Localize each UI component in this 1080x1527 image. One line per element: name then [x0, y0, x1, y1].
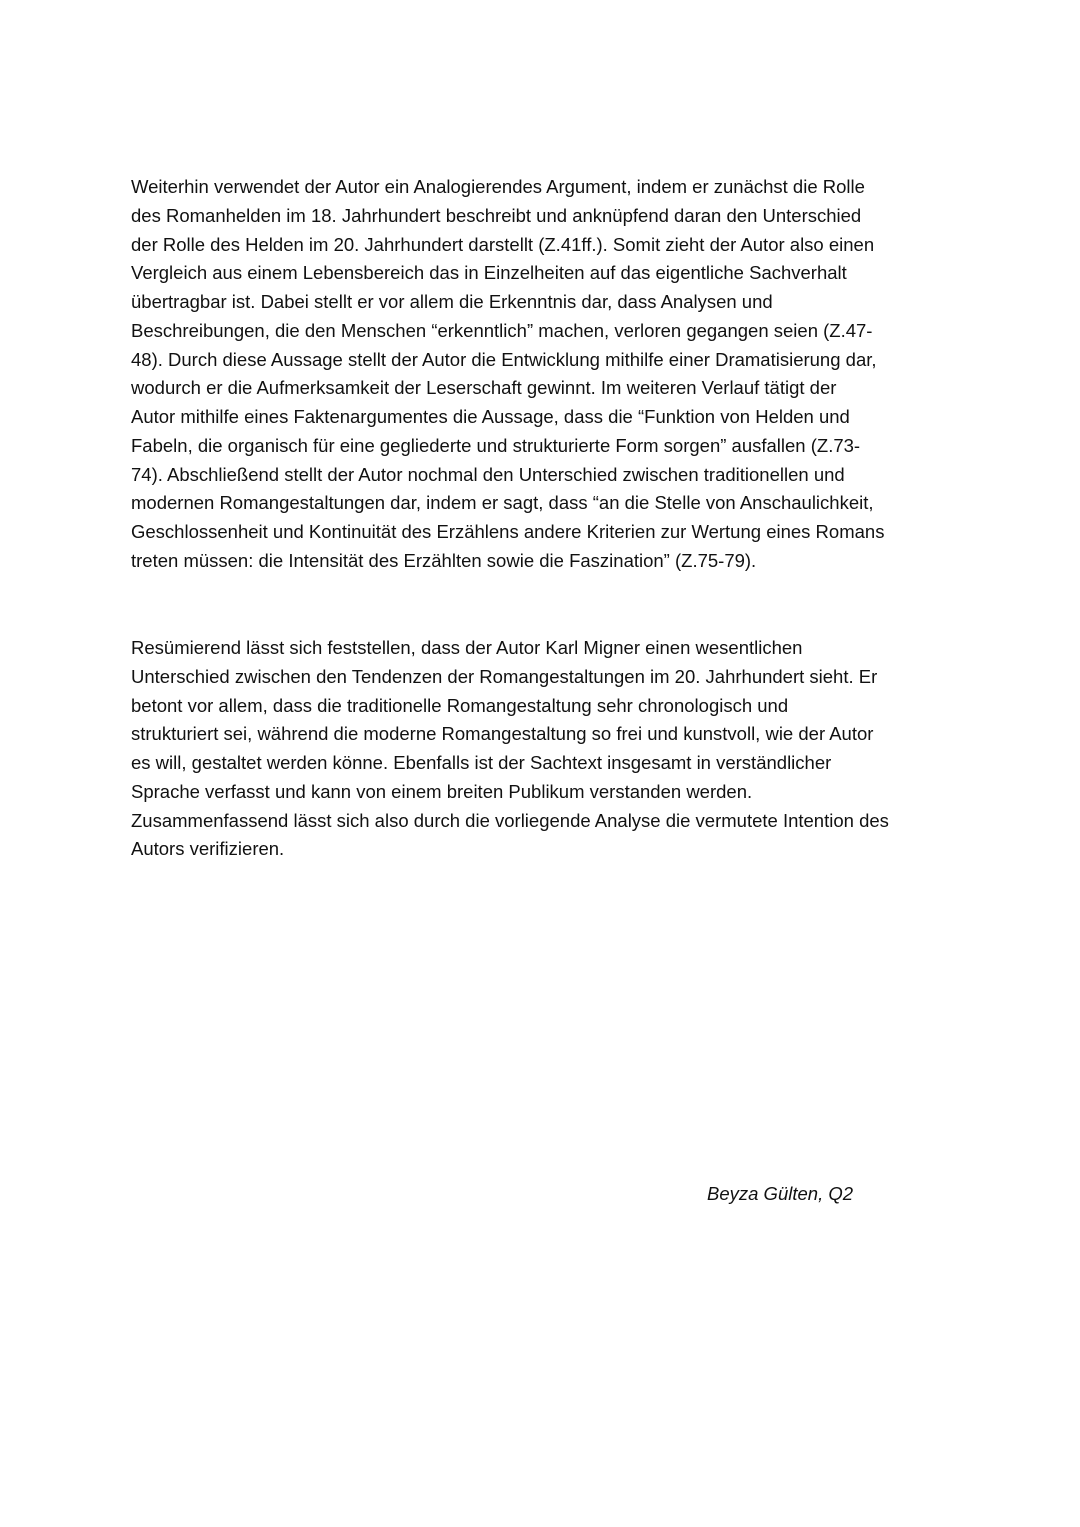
text-line: strukturiert sei, während die moderne Romangestaltung so frei und kunstvoll, wie der Autor	[131, 723, 874, 745]
analysis-paragraph	[131, 173, 951, 576]
text-line: Weiterhin verwendet der Autor ein Analogierendes Argument, indem er zunächst die Rolle	[131, 176, 865, 197]
text-line: treten müssen: die Intensität des Erzählten sowie die Faszination” (Z.75-79).	[131, 549, 757, 571]
text-line: modernen Romangestaltungen dar, indem er sagt, dass “an die Stelle von Anschaulichkeit,	[131, 492, 874, 514]
text-line: übertragbar ist. Dabei stellt er vor allem die Erkenntnis dar, dass Analysen und	[131, 291, 773, 312]
text-line: Autor mithilfe eines Faktenargumentes die Aussage, dass die “Funktion von Helden und	[131, 406, 850, 427]
text-line: Unterschied zwischen den Tendenzen der Romangestaltungen im 20. Jahrhundert sieht. Er	[131, 665, 878, 687]
text-line: Zusammenfassend lässt sich also durch die vorliegende Analyse die vermutete Intention des	[131, 809, 889, 831]
author-signature: Beyza Gülten, Q2	[707, 1183, 854, 1204]
conclusion-paragraph	[131, 634, 951, 864]
text-line: Resümierend lässt sich feststellen, dass der Autor Karl Migner einen wesentlichen	[131, 637, 803, 658]
text-line: Geschlossenheit und Kontinuität des Erzählens andere Kriterien zur Wertung eines Romans	[131, 521, 885, 542]
text-line: 74). Abschließend stellt der Autor nochmal den Unterschied zwischen traditionellen und	[131, 463, 845, 485]
text-line: wodurch er die Aufmerksamkeit der Leserschaft gewinnt. Im weiteren Verlauf tätigt der	[131, 377, 837, 399]
text-line: 48). Durch diese Aussage stellt der Autor die Entwicklung mithilfe einer Dramatisierung dar,	[131, 348, 877, 370]
text-line: der Rolle des Helden im 20. Jahrhundert darstellt (Z.41ff.). Somit zieht der Autor also einen	[131, 233, 875, 255]
text-line: Vergleich aus einem Lebensbereich das in Einzelheiten auf das eigentliche Sachverhalt	[131, 262, 847, 284]
text-line: Sprache verfasst und kann von einem breiten Publikum verstanden werden.	[131, 780, 753, 802]
text-line: betont vor allem, dass die traditionelle Romangestaltung sehr chronologisch und	[131, 694, 789, 716]
text-line: Autors verifizieren.	[131, 838, 285, 860]
text-line: des Romanhelden im 18. Jahrhundert beschreibt und anknüpfend daran den Unterschied	[131, 204, 862, 226]
text-line: es will, gestaltet werden könne. Ebenfalls ist der Sachtext insgesamt in verständlicher	[131, 752, 832, 773]
text-line: Beschreibungen, die den Menschen “erkenntlich” machen, verloren gegangen seien (Z.47-	[131, 319, 873, 341]
text-line: Fabeln, die organisch für eine gegliederte und strukturierte Form sorgen” ausfallen (Z.73-	[131, 434, 861, 456]
